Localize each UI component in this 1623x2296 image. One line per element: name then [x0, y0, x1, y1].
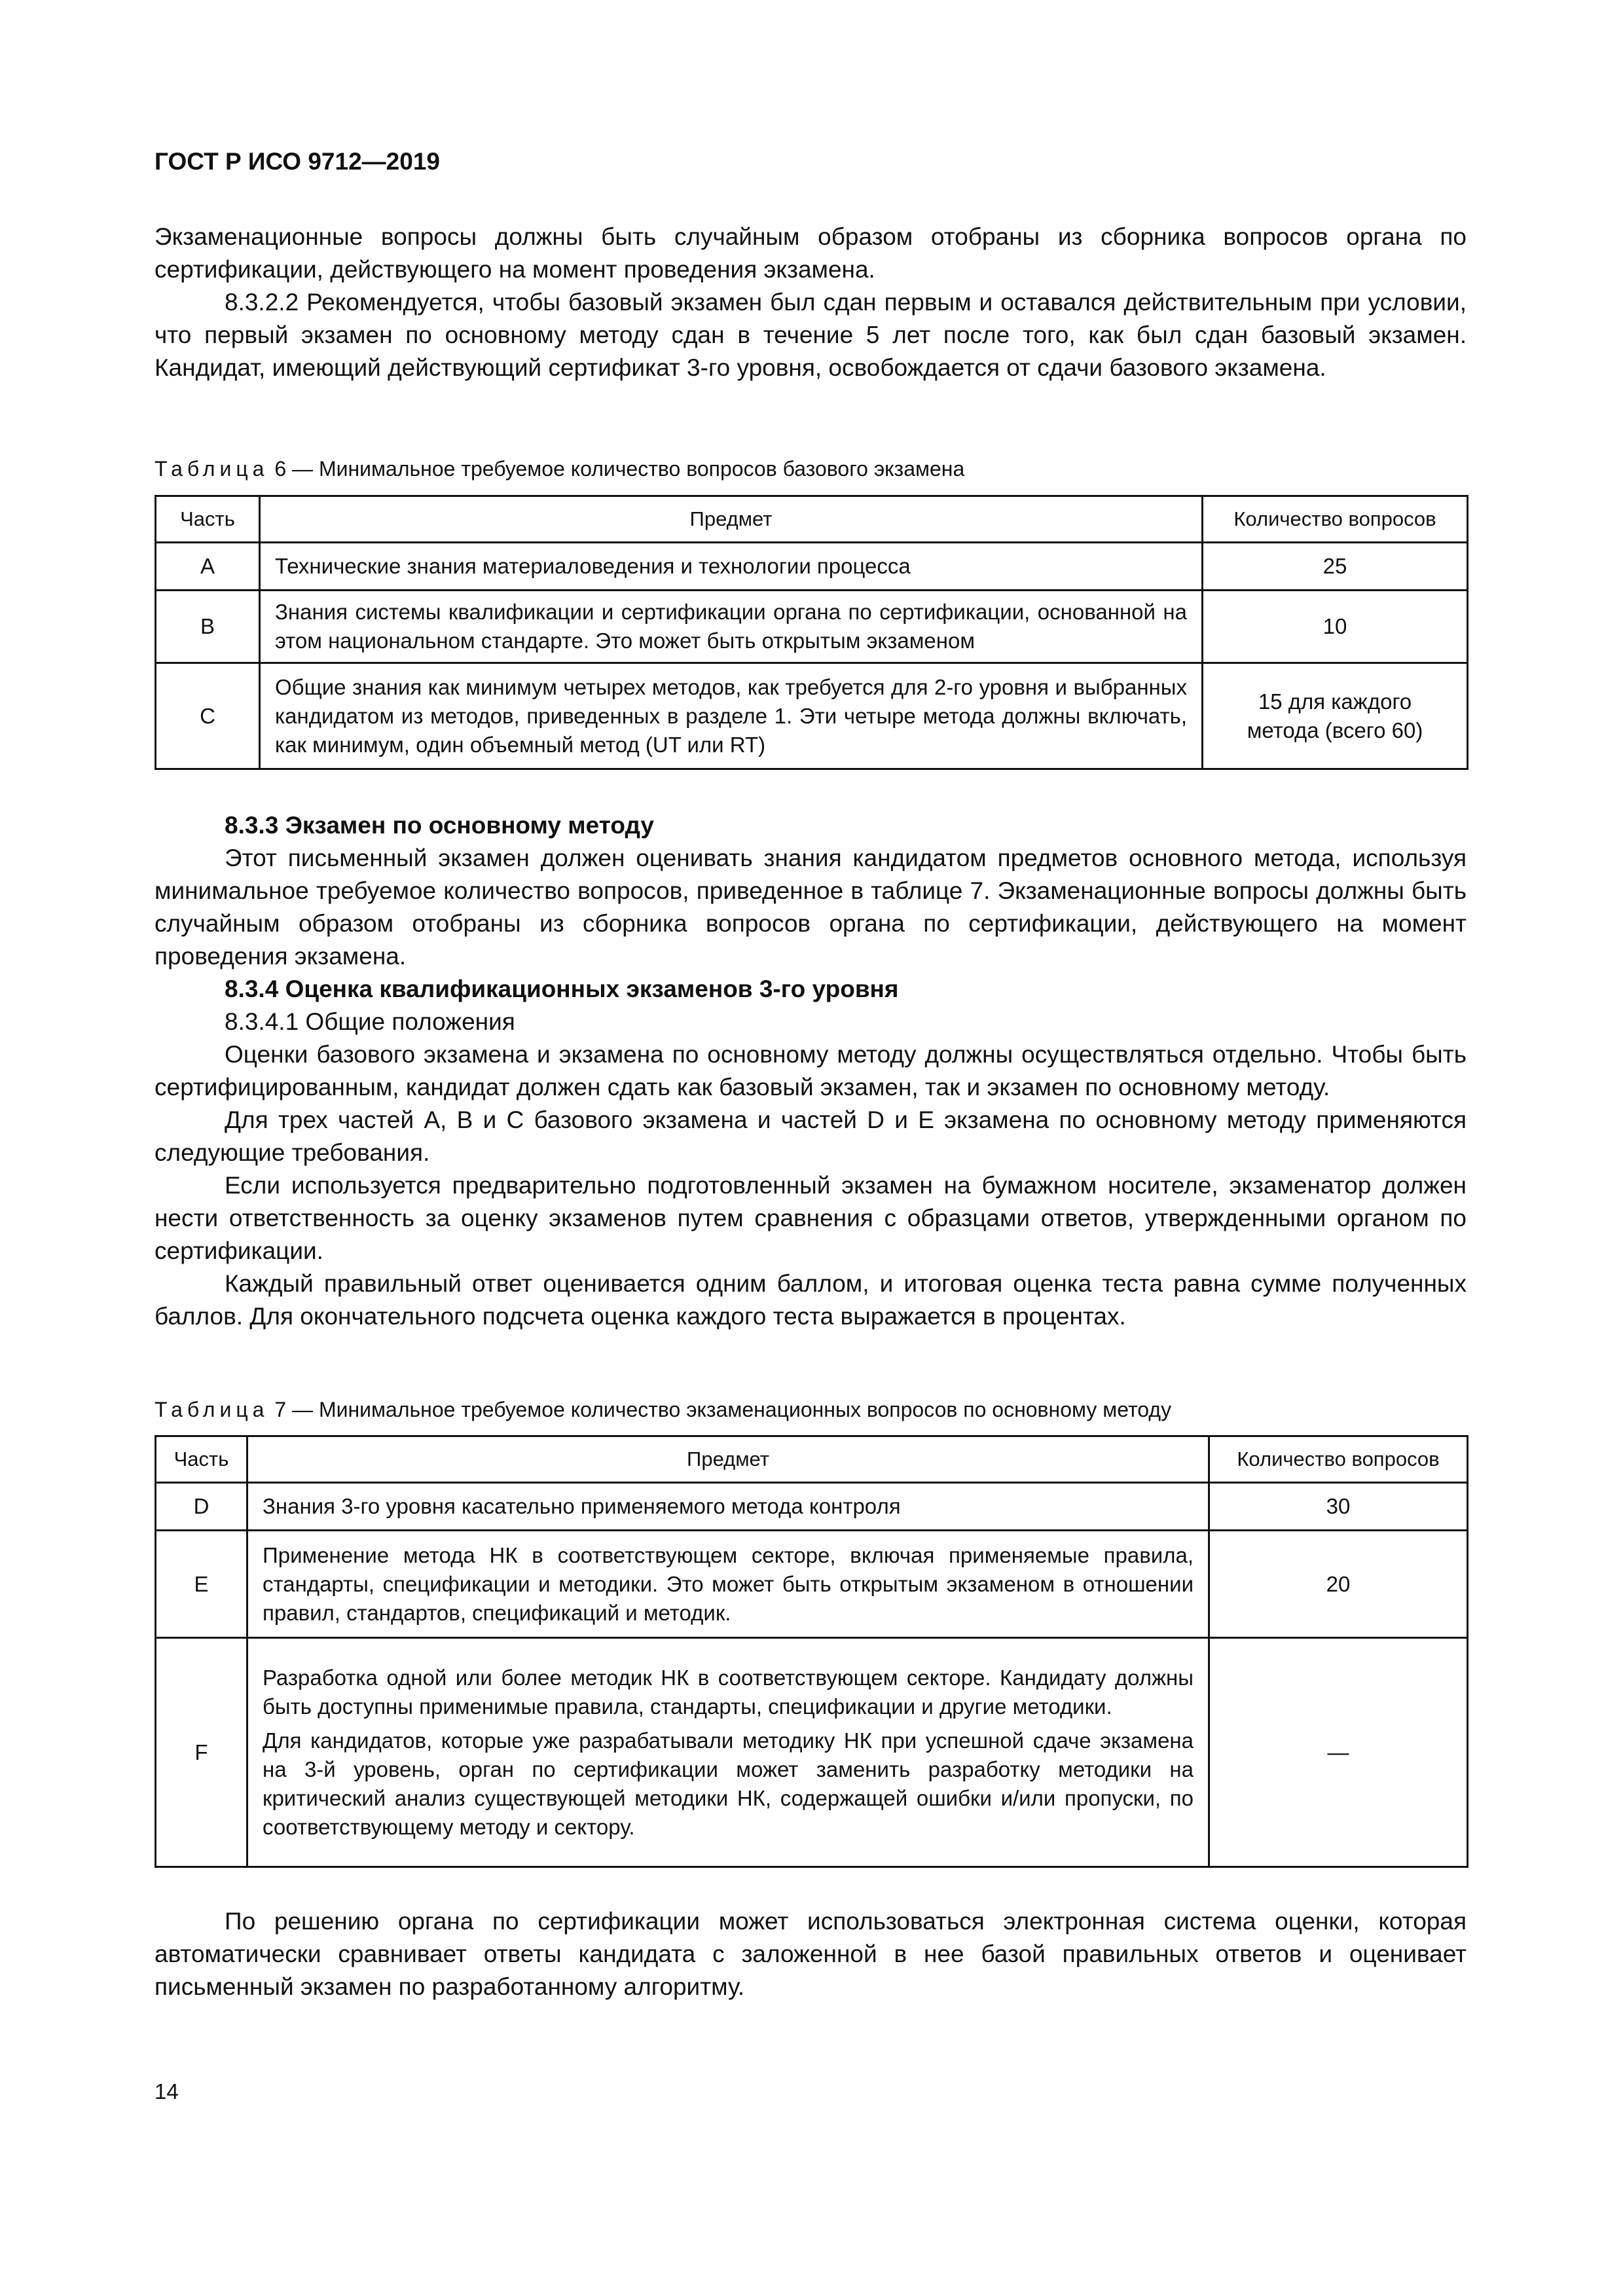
- section-8-3-4-paragraph-2: Для трех частей A, B и C базового экзамена и частей D и E экзамена по основному методу применяются следующие требования.: [155, 1106, 1467, 1166]
- intro-paragraph-2: 8.3.2.2 Рекомендуется, чтобы базовый экзамен был сдан первым и оставался действительным при условии, что первый экзамен по основному методу сдан в течение 5 лет после того, как был сдан базовый экзамен. Кандидат, имеющий действующий сертификат 3-го уровня, освобождается от сдачи базового экзамена.: [155, 289, 1467, 381]
- row-count: 10: [1203, 591, 1468, 663]
- row-subject-note: Для кандидатов, которые уже разрабатывали методику НК при успешной сдаче экзамена на 3-й уровень, орган по сертификации может заменить разработку методики на критический анализ существующей методики НК, содержащей ошибки и/или пропуски, по соответствующему методу и сектору.: [263, 1728, 1194, 1839]
- section-8-3-4-paragraph-1: Оценки базового экзамена и экзамена по основному методу должны осуществляться отдельно. Чтобы быть сертифицированным, кандидат должен сдать как базовый экзамен, так и экзамен по основному методу.: [155, 1041, 1467, 1101]
- table7-caption-text: 7 — Минимальное требуемое количество экзаменационных вопросов по основному методу: [274, 1398, 1172, 1421]
- table7-header-subject: Предмет: [247, 1436, 1209, 1483]
- table6-header-subject: Предмет: [260, 496, 1203, 543]
- table6-caption-text: 6 — Минимальное требуемое количество вопросов базового экзамена: [274, 457, 965, 481]
- table-row: [156, 543, 1468, 591]
- table7-header-row: [156, 1436, 1468, 1483]
- table6: [155, 495, 1467, 770]
- section-8-3-4-paragraph-3: Если используется предварительно подготовленный экзамен на бумажном носителе, экзаменатор должен нести ответственность за оценку экзаменов путем сравнения с образцами ответов, утвержденными органом по сертификации.: [155, 1172, 1467, 1264]
- section-8-3-4-paragraph-4: Каждый правильный ответ оценивается одним баллом, и итоговая оценка теста равна сумме полученных баллов. Для окончательного подсчета оценка каждого теста выражается в процентах.: [155, 1270, 1467, 1330]
- section-8-3-3-heading: 8.3.3 Экзамен по основному методу: [225, 812, 655, 839]
- row-count: 20: [1209, 1531, 1468, 1638]
- section-8-3-4-1-heading: 8.3.4.1 Общие положения: [225, 1008, 515, 1035]
- row-count: 30: [1209, 1483, 1468, 1531]
- row-subject: Применение метода НК в соответствующем секторе, включая применяемые правила, стандарты, спецификации и методики. Это может быть открытым экзаменом в отношении правил, стандартов, спецификаций и методик.: [247, 1531, 1209, 1638]
- table6-caption: [155, 456, 1467, 482]
- row-part: B: [156, 591, 260, 663]
- row-count: —: [1209, 1638, 1468, 1867]
- row-count: 25: [1203, 543, 1468, 591]
- row-part: A: [156, 543, 260, 591]
- row-subject: Разработка одной или более методик НК в соответствующем секторе. Кандидату должны быть доступны применимые правила, стандарты, спецификации и другие методики.: [263, 1665, 1194, 1719]
- row-subject: Технические знания материаловедения и технологии процесса: [260, 543, 1203, 591]
- table-row: [156, 1531, 1468, 1638]
- section-8-3-4-heading: 8.3.4 Оценка квалификационных экзаменов 3-го уровня: [225, 975, 899, 1002]
- page-number: 14: [155, 2079, 179, 2104]
- table-row: [156, 663, 1468, 769]
- table7: [155, 1435, 1467, 1868]
- row-part: E: [156, 1531, 247, 1638]
- intro-block: [155, 221, 1467, 384]
- table7-caption: [155, 1396, 1467, 1423]
- table7-header-count: Количество вопросов: [1209, 1436, 1468, 1483]
- table6-header-row: [156, 496, 1468, 543]
- table7-header-part: Часть: [156, 1436, 247, 1483]
- table7-caption-label: Таблица: [155, 1398, 269, 1421]
- table-row: [156, 1483, 1468, 1531]
- row-subject: Знания системы квалификации и сертификации органа по сертификации, основанной на этом национальном стандарте. Это может быть открытым экзаменом: [260, 591, 1203, 663]
- row-subject-cell: [247, 1638, 1209, 1867]
- intro-paragraph-1: Экзаменационные вопросы должны быть случайным образом отобраны из сборника вопросов органа по сертификации, действующего на момент проведения экзамена.: [155, 223, 1467, 283]
- table6-header-count: Количество вопросов: [1203, 496, 1468, 543]
- section-8-3-3-paragraph: Этот письменный экзамен должен оценивать знания кандидатом предметов основного метода, используя минимальное требуемое количество вопросов, приведенное в таблице 7. Экзаменационные вопросы должны быть случайным образом отобраны из сборника вопросов органа по сертификации, действующего на момент проведения экзамена.: [155, 845, 1467, 970]
- row-part: D: [156, 1483, 247, 1531]
- table6-caption-label: Таблица: [155, 457, 269, 481]
- table-row: [156, 1638, 1468, 1867]
- closing-paragraph: По решению органа по сертификации может использоваться электронная система оценки, которая автоматически сравнивает ответы кандидата с заложенной в нее базой правильных ответов и оценивает письменный экзамен по разработанному алгоритму.: [155, 1908, 1467, 2000]
- sections-block: [155, 809, 1467, 1333]
- table-row: [156, 591, 1468, 663]
- row-part: F: [156, 1638, 247, 1867]
- closing-block: [155, 1905, 1467, 2003]
- row-part: C: [156, 663, 260, 769]
- table6-header-part: Часть: [156, 496, 260, 543]
- row-subject: Общие знания как минимум четырех методов, как требуется для 2-го уровня и выбранных кандидатом из методов, приведенных в разделе 1. Эти четыре метода должны включать, как минимум, один объемный метод (UT или RT): [260, 663, 1203, 769]
- document-header: ГОСТ Р ИСО 9712—2019: [155, 148, 440, 175]
- row-subject: Знания 3-го уровня касательно применяемого метода контроля: [247, 1483, 1209, 1531]
- row-count: 15 для каждого метода (всего 60): [1203, 663, 1468, 769]
